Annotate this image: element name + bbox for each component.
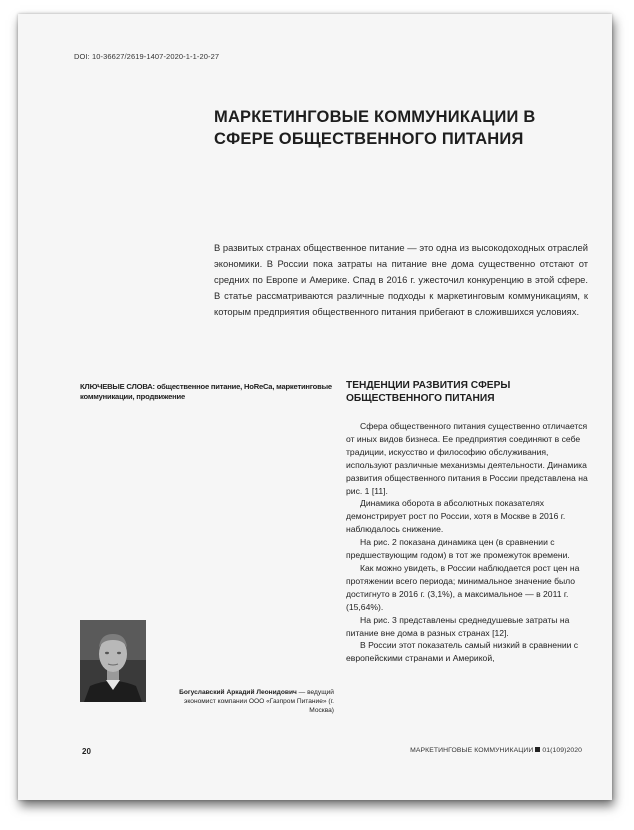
author-info <box>176 688 334 715</box>
body-column <box>346 420 588 665</box>
article-title: МАРКЕТИНГОВЫЕ КОММУНИКАЦИИ В СФЕРЕ ОБЩЕСТВЕННОГО ПИТАНИЯ <box>214 108 536 148</box>
body-paragraph: Сфера общественного питания существенно отличается от иных видов бизнеса. Ее предприятия соединяют в себе традиции, искусство и философию обслуживания, используют различные механизмы деятельности. Динамика развития общественного питания в России представлена на рис. 1 [11]. <box>346 421 588 496</box>
page-number: 20 <box>82 747 91 756</box>
journal-name: МАРКЕТИНГОВЫЕ КОММУНИКАЦИИ <box>410 747 534 754</box>
body-paragraph: Динамика оборота в абсолютных показателях демонстрирует рост по России, хотя в Москве в 2016 г. наблюдалось снижение. <box>346 498 566 535</box>
journal-page <box>18 14 612 800</box>
journal-issue: 01(109)2020 <box>542 747 582 754</box>
body-paragraph: На рис. 2 показана динамика цен (в сравнении с предшествующим годом) в тот же промежуток времени. <box>346 537 570 561</box>
footer-journal <box>410 747 582 754</box>
body-paragraph: В России этот показатель самый низкий в сравнении с европейскими странами и Америкой, <box>346 640 579 664</box>
keywords: КЛЮЧЕВЫЕ СЛОВА: общественное питание, HoReCa, маркетинговые коммуникации, продвижение <box>80 382 332 401</box>
body-paragraph: На рис. 3 представлены среднедушевые затраты на питание вне дома в разных странах [12]. <box>346 614 570 638</box>
section-title: ТЕНДЕНЦИИ РАЗВИТИЯ СФЕРЫ ОБЩЕСТВЕННОГО ПИТАНИЯ <box>346 380 511 404</box>
body-paragraph: Как можно увидеть, в России наблюдается рост цен на протяжении всего периода; минимальное значение было достигнуто в 2016 г. (3,1%), а максимальное — в 2011 г. (15,64%). <box>346 562 580 612</box>
author-role: — ведущий экономист компании ООО «Газпром Питание» (г. Москва) <box>183 689 334 714</box>
author-photo <box>80 620 146 702</box>
doi: DOI: 10-36627/2619-1407-2020-1-1-20-27 <box>74 52 220 61</box>
square-separator-icon <box>535 747 540 752</box>
abstract: В развитых странах общественное питание — это одна из высокодоходных отраслей экономики. В России пока затраты на питание вне дома существенно отстают от средних по Европе и Америке. Спад в 2016 г. ужесточил конкуренцию в этой сфере. В статье рассматриваются различные подходы к маркетинговым коммуникациям, к которым предприятия общественного питания прибегают в сложившихся условиях. <box>214 242 588 317</box>
author-name: Богуславский Аркадий Леонидович <box>179 689 297 696</box>
author-portrait-image <box>80 620 146 702</box>
